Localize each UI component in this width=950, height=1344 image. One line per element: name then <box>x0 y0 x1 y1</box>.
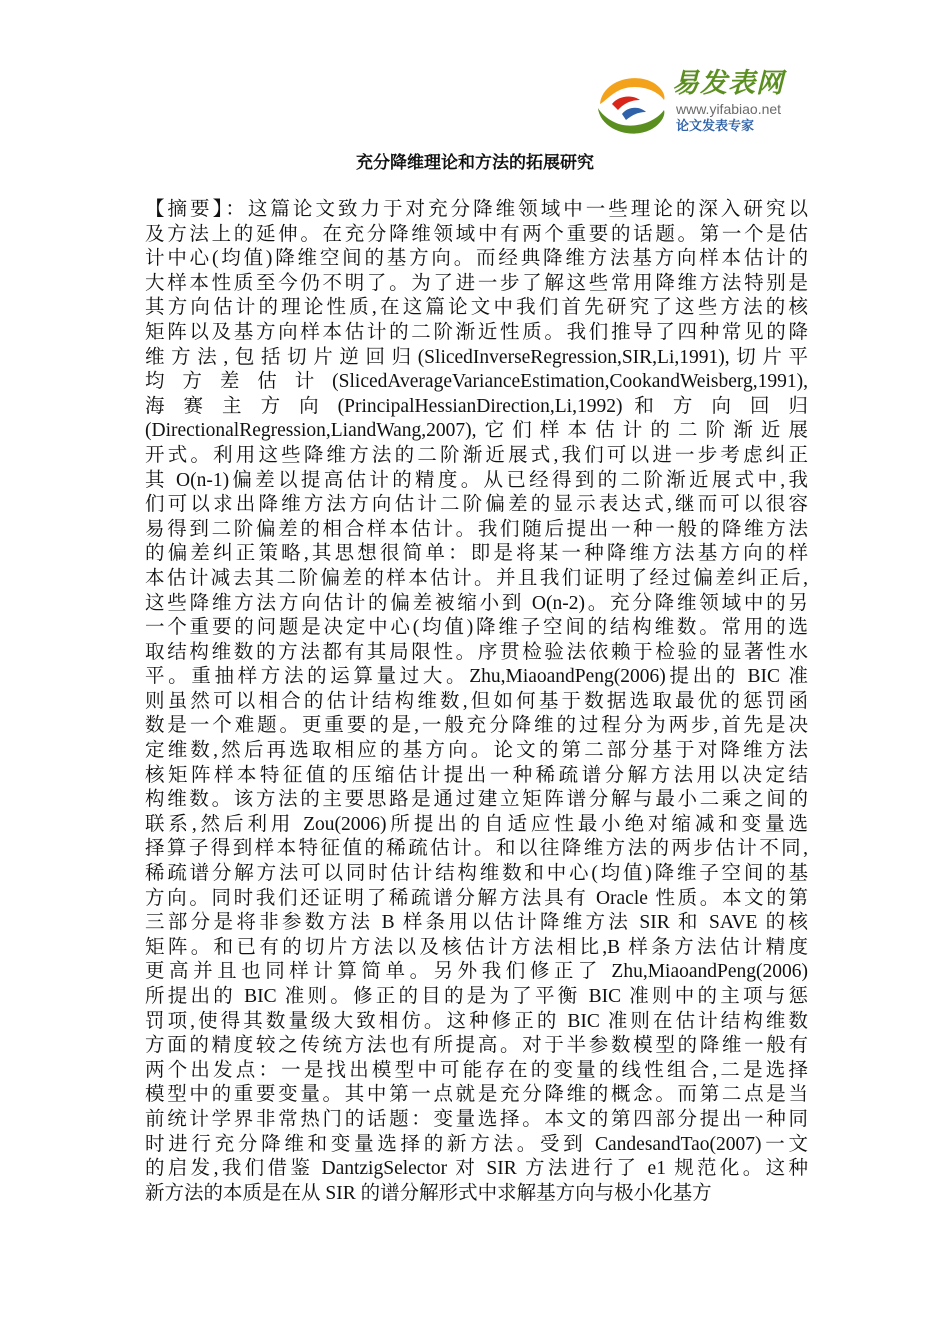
abstract-line: 这些降维方法方向估计的偏差被缩小到 O(n-2)。充分降维领域中的另 <box>145 592 808 614</box>
abstract-line: 们可以求出降维方法方向估计二阶偏差的显示表达式,继而可以很容 <box>145 494 808 516</box>
abstract-line: 易得到二阶偏差的相合样本估计。我们随后提出一种一般的降维方法 <box>145 518 808 540</box>
abstract-line: 两个出发点：一是找出模型中可能存在的变量的线性组合,二是选择 <box>145 1059 808 1081</box>
abstract-body <box>145 198 808 1206</box>
abstract-line: 均方差估计(SlicedAverageVarianceEstimation,CookandWeisberg,1991), <box>145 371 808 393</box>
abstract-line: 定维数,然后再选取相应的基方向。论文的第二部分基于对降维方法 <box>145 740 808 762</box>
abstract-line: 方面的精度较之传统方法也有所提高。对于半参数模型的降维一般有 <box>145 1035 808 1057</box>
abstract-line: 罚项,使得其数量级大致相仿。这种修正的 BIC 准则在估计结构维数 <box>145 1010 808 1032</box>
abstract-line: 数是一个难题。更重要的是,一般充分降维的过程分为两步,首先是决 <box>145 715 808 737</box>
abstract-line: 联系,然后利用 Zou(2006)所提出的自适应性最小绝对缩减和变量选 <box>145 813 808 835</box>
abstract-line: 所提出的 BIC 准则。修正的目的是为了平衡 BIC 准则中的主项与惩 <box>145 986 808 1007</box>
abstract-line: 本估计减去其二阶偏差的样本估计。并且我们证明了经过偏差纠正后, <box>145 567 808 589</box>
abstract-line: 维方法,包括切片逆回归(SlicedInverseRegression,SIR,Li,1991),切片平 <box>145 346 808 368</box>
logo-slogan: 论文发表专家 <box>676 119 755 134</box>
abstract-line: 【摘要】：这篇论文致力于对充分降维领域中一些理论的深入研究以 <box>145 199 808 220</box>
abstract-line: 取结构维数的方法都有其局限性。序贯检验法依赖于检验的显著性水 <box>145 641 808 663</box>
logo-url: www.yifabiao.net <box>676 101 782 117</box>
logo-emblem-icon <box>592 70 672 140</box>
logo-name: 易发表网 <box>672 68 784 99</box>
abstract-line: 的启发,我们借鉴 DantzigSelector 对 SIR 方法进行了 e1 规范化。这种 <box>145 1158 808 1180</box>
abstract-line: 计中心(均值)降维空间的基方向。而经典降维方法基方向样本估计的 <box>145 248 808 270</box>
abstract-line: 新方法的本质是在从 SIR 的谱分解形式中求解基方向与极小化基方 <box>145 1182 712 1204</box>
abstract-line: 前统计学界非常热门的话题：变量选择。本文的第四部分提出一种同 <box>145 1108 808 1130</box>
abstract-line: 时进行充分降维和变量选择的新方法。受到 CandesandTao(2007)一文 <box>145 1133 808 1155</box>
abstract-line: 则虽然可以相合的估计结构维数,但如何基于数据选取最优的惩罚函 <box>145 690 808 712</box>
abstract-line: 构维数。该方法的主要思路是通过建立矩阵谱分解与最小二乘之间的 <box>145 789 808 811</box>
abstract-line: 其 O(n-1)偏差以提高估计的精度。从已经得到的二阶渐近展式中,我 <box>145 469 808 491</box>
abstract-line: 核矩阵样本特征值的压缩估计提出一种稀疏谱分解方法用以决定结 <box>145 764 808 786</box>
site-logo[interactable] <box>592 66 822 146</box>
abstract-line: 模型中的重要变量。其中第一点就是充分降维的概念。而第二点是当 <box>145 1084 808 1106</box>
abstract-line: 大样本性质至今仍不明了。为了进一步了解这些常用降维方法特别是 <box>145 272 808 294</box>
abstract-line: 稀疏谱分解方法可以同时估计结构维数和中心(均值)降维子空间的基 <box>145 863 808 885</box>
abstract-line: 择算子得到样本特征值的稀疏估计。和以往降维方法的两步估计不同, <box>145 838 808 860</box>
abstract-line: 三部分是将非参数方法 B 样条用以估计降维方法 SIR 和 SAVE 的核 <box>145 912 808 934</box>
document-title: 充分降维理论和方法的拓展研究 <box>356 153 594 173</box>
abstract-line: 方向。同时我们还证明了稀疏谱分解方法具有 Oracle 性质。本文的第 <box>145 887 808 909</box>
abstract-line: 更高并且也同样计算简单。另外我们修正了 Zhu,MiaoandPeng(2006) <box>145 961 808 983</box>
abstract-line: 一个重要的问题是决定中心(均值)降维子空间的结构维数。常用的选 <box>145 617 808 639</box>
abstract-line: 及方法上的延伸。在充分降维领域中有两个重要的话题。第一个是估 <box>145 223 808 245</box>
abstract-line: 矩阵以及基方向样本估计的二阶渐近性质。我们推导了四种常见的降 <box>145 321 808 343</box>
abstract-line: 的偏差纠正策略,其思想很简单：即是将某一种降维方法基方向的样 <box>145 543 808 565</box>
abstract-line: 平。重抽样方法的运算量过大。Zhu,MiaoandPeng(2006)提出的 BIC 准 <box>145 666 808 688</box>
abstract-line: 开式。利用这些降维方法的二阶渐近展式,我们可以进一步考虑纠正 <box>145 444 808 466</box>
abstract-line: (DirectionalRegression,LiandWang,2007),它们样本估计的二阶渐近展 <box>145 420 808 442</box>
abstract-line: 海 赛 主 方 向 (PrincipalHessianDirection,Li,1992) 和 方 向 回 归 <box>145 395 808 417</box>
abstract-line: 矩阵。和已有的切片方法以及核估计方法相比,B 样条方法估计精度 <box>145 936 808 958</box>
abstract-line: 其方向估计的理论性质,在这篇论文中我们首先研究了这些方法的核 <box>145 297 808 319</box>
